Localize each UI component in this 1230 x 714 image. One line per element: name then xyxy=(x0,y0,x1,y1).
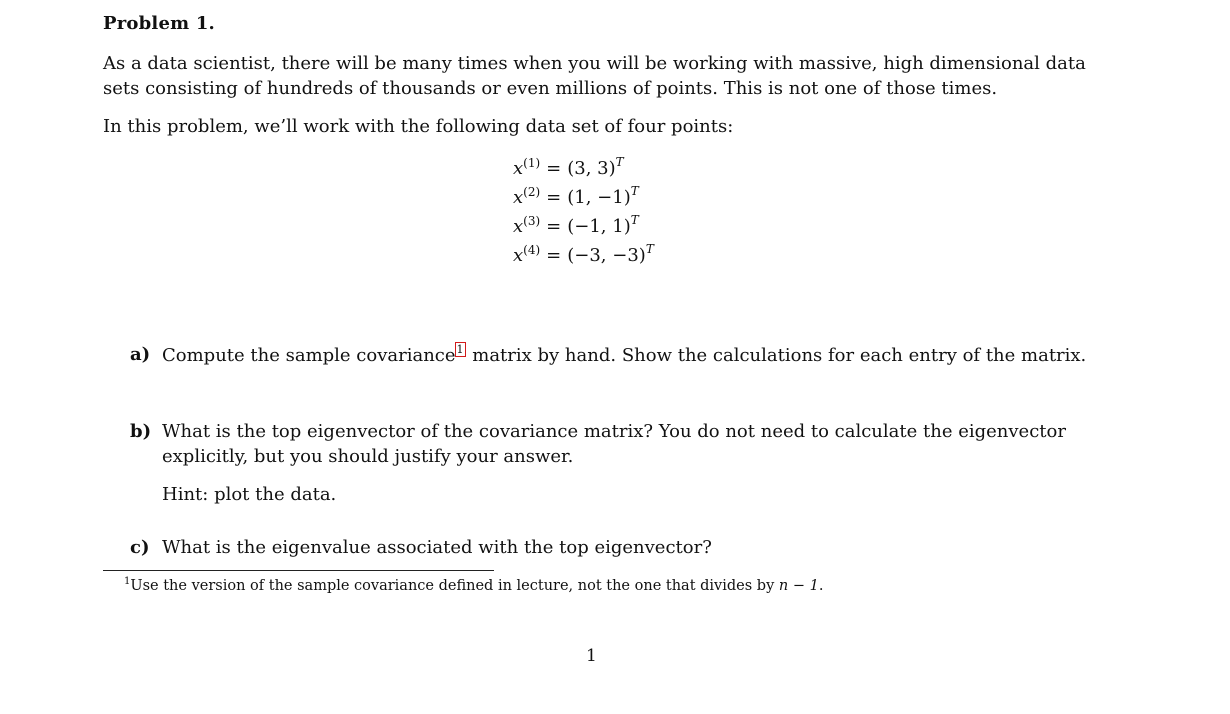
transpose-mark: T xyxy=(630,184,639,198)
point-value: (3, 3) xyxy=(567,158,616,179)
question-b xyxy=(130,419,1090,469)
transpose-mark: T xyxy=(615,155,624,169)
equation-point-3 xyxy=(513,212,654,241)
point-value: (1, −1) xyxy=(567,187,631,208)
variable-x: x xyxy=(513,216,524,237)
footnote xyxy=(124,576,823,596)
transpose-mark: T xyxy=(645,242,654,256)
variable-x: x xyxy=(513,187,524,208)
footnote-link[interactable]: 1 xyxy=(456,343,464,356)
variable-x: x xyxy=(513,158,524,179)
footnote-mark: 1 xyxy=(124,576,131,587)
point-index: (2) xyxy=(523,185,541,199)
transpose-mark: T xyxy=(630,213,639,227)
footnote-text-after: . xyxy=(818,578,824,594)
footnote-divider xyxy=(103,570,494,571)
question-a-text-before: Compute the sample covariance xyxy=(162,345,456,366)
equals-sign: = xyxy=(546,216,562,237)
question-b-hint: Hint: plot the data. xyxy=(162,484,337,505)
lead-paragraph: In this problem, we’ll work with the following data set of four points: xyxy=(103,116,734,137)
question-a xyxy=(130,342,1090,368)
page-number: 1 xyxy=(586,646,597,666)
question-c-label: c) xyxy=(130,537,150,558)
question-c xyxy=(130,535,1090,560)
point-index: (3) xyxy=(523,214,541,228)
question-a-label: a) xyxy=(130,344,151,365)
point-value: (−1, 1) xyxy=(567,216,631,237)
equals-sign: = xyxy=(546,187,562,208)
data-points-equations xyxy=(513,154,654,270)
equals-sign: = xyxy=(546,158,562,179)
point-index: (4) xyxy=(523,243,541,257)
problem-title: Problem 1. xyxy=(103,13,216,34)
equals-sign: = xyxy=(546,245,562,266)
equation-point-1 xyxy=(513,154,654,183)
footnote-text-before: Use the version of the sample covariance defined in lecture, not the one that divides by xyxy=(130,578,779,594)
question-c-text: What is the eigenvalue associated with the top eigenvector? xyxy=(162,537,712,558)
equation-point-4 xyxy=(513,241,654,270)
question-a-text xyxy=(162,342,1090,368)
footnote-math: n − 1 xyxy=(778,578,819,594)
point-index: (1) xyxy=(523,156,541,170)
question-a-text-after: matrix by hand. Show the calculations for each entry of the matrix. xyxy=(466,345,1087,366)
question-b-text: What is the top eigenvector of the covariance matrix? You do not need to calculate the eigenvector explicitly, but you should justify your answer. xyxy=(162,421,1066,467)
intro-paragraph: As a data scientist, there will be many times when you will be working with massive, high dimensional data sets consisting of hundreds of thousands or even millions of points. This is not one of those times. xyxy=(103,53,1086,99)
question-b-label: b) xyxy=(130,421,152,442)
variable-x: x xyxy=(513,245,524,266)
equation-point-2 xyxy=(513,183,654,212)
point-value: (−3, −3) xyxy=(567,245,646,266)
